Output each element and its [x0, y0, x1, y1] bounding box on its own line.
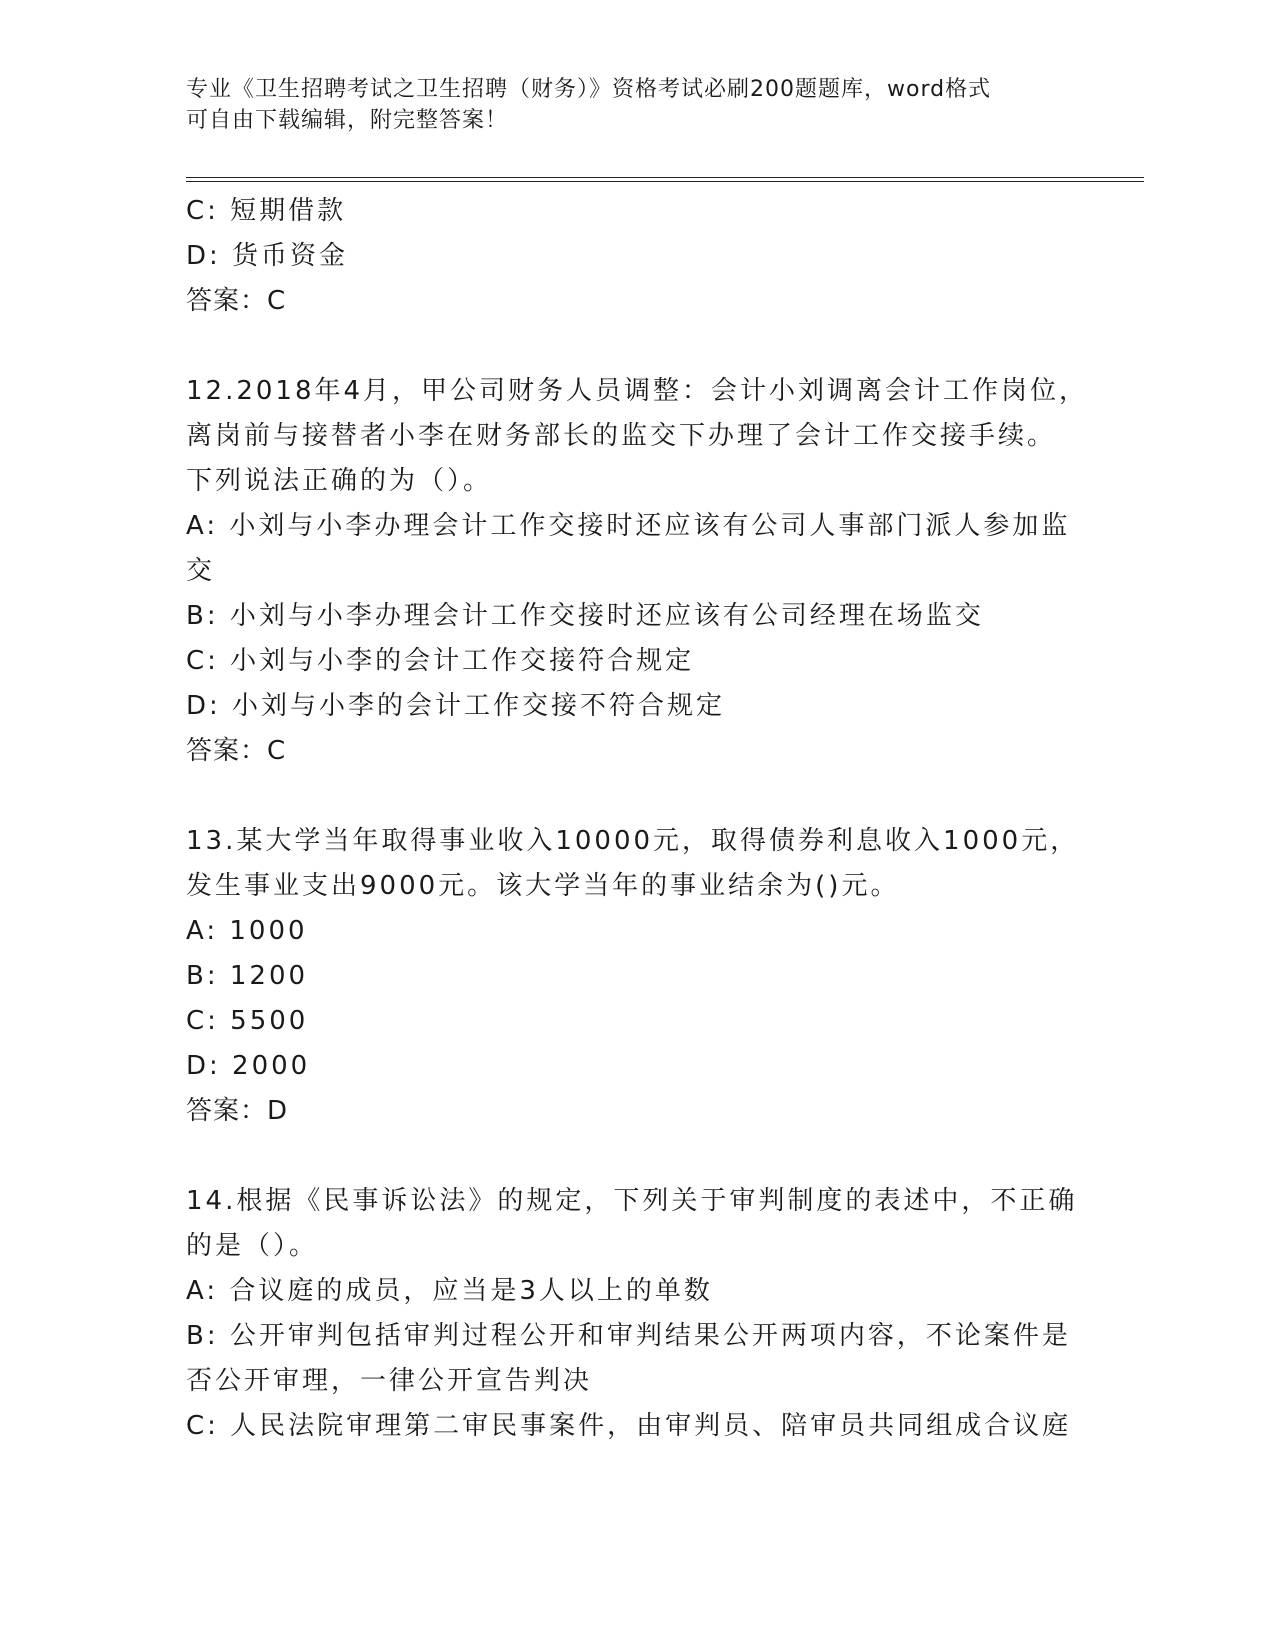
question-13 — [186, 819, 1080, 1134]
question-stem: 的是（）。 — [186, 1231, 319, 1261]
option-a: A: 小刘与小李办理会计工作交接时还应该有公司人事部门派人参加监 — [186, 511, 1071, 541]
header-title-line-2: 可自由下载编辑，附完整答案！ — [186, 108, 509, 133]
question-stem: 发生事业支出9000元。该大学当年的事业结余为()元。 — [186, 871, 900, 901]
question-stem: 14.根据《民事诉讼法》的规定，下列关于审判制度的表述中，不正确 — [186, 1186, 1078, 1216]
option-d: D: 2000 — [186, 1051, 311, 1081]
option-b: B: 公开审判包括审判过程公开和审判结果公开两项内容，不论案件是 — [186, 1321, 1071, 1351]
option-c: C: 5500 — [186, 1006, 309, 1036]
option-c: C: 人民法院审理第二审民事案件，由审判员、陪审员共同组成合议庭 — [186, 1411, 1072, 1441]
option-b-continued: 否公开审理，一律公开宣告判决 — [186, 1366, 593, 1396]
question-spacer — [186, 774, 1066, 819]
option-a: A: 合议庭的成员，应当是3人以上的单数 — [186, 1276, 713, 1306]
document-header — [186, 74, 1066, 136]
question-12 — [186, 369, 1089, 774]
option-c: C: 短期借款 — [186, 196, 347, 226]
question-11-tail — [186, 189, 1066, 324]
question-stem: 下列说法正确的为（）。 — [186, 466, 493, 496]
question-stem: 离岗前与接替者小李在财务部长的监交下办理了会计工作交接手续。 — [186, 421, 1057, 451]
document-body — [186, 189, 1089, 1449]
question-stem: 12.2018年4月，甲公司财务人员调整：会计小刘调离会计工作岗位， — [186, 376, 1089, 406]
option-b: B: 小刘与小李办理会计工作交接时还应该有公司经理在场监交 — [186, 601, 984, 631]
option-b: B: 1200 — [186, 961, 309, 991]
question-14 — [186, 1179, 1078, 1449]
header-divider-top — [186, 177, 1144, 178]
answer-line: 答案：D — [186, 1096, 289, 1126]
header-divider-bottom — [186, 181, 1144, 182]
question-spacer — [186, 1134, 1066, 1179]
answer-line: 答案：C — [186, 286, 287, 316]
header-title-line-1: 专业《卫生招聘考试之卫生招聘（财务）》资格考试必刷200题题库，word格式 — [186, 77, 992, 102]
option-a: A: 1000 — [186, 916, 308, 946]
option-c: C: 小刘与小李的会计工作交接符合规定 — [186, 646, 695, 676]
option-d: D: 货币资金 — [186, 241, 349, 271]
question-stem: 13.某大学当年取得事业收入10000元，取得债券利息收入1000元， — [186, 826, 1080, 856]
question-spacer — [186, 324, 1066, 369]
answer-line: 答案：C — [186, 736, 287, 766]
option-d: D: 小刘与小李的会计工作交接不符合规定 — [186, 691, 726, 721]
option-a-continued: 交 — [186, 556, 216, 586]
